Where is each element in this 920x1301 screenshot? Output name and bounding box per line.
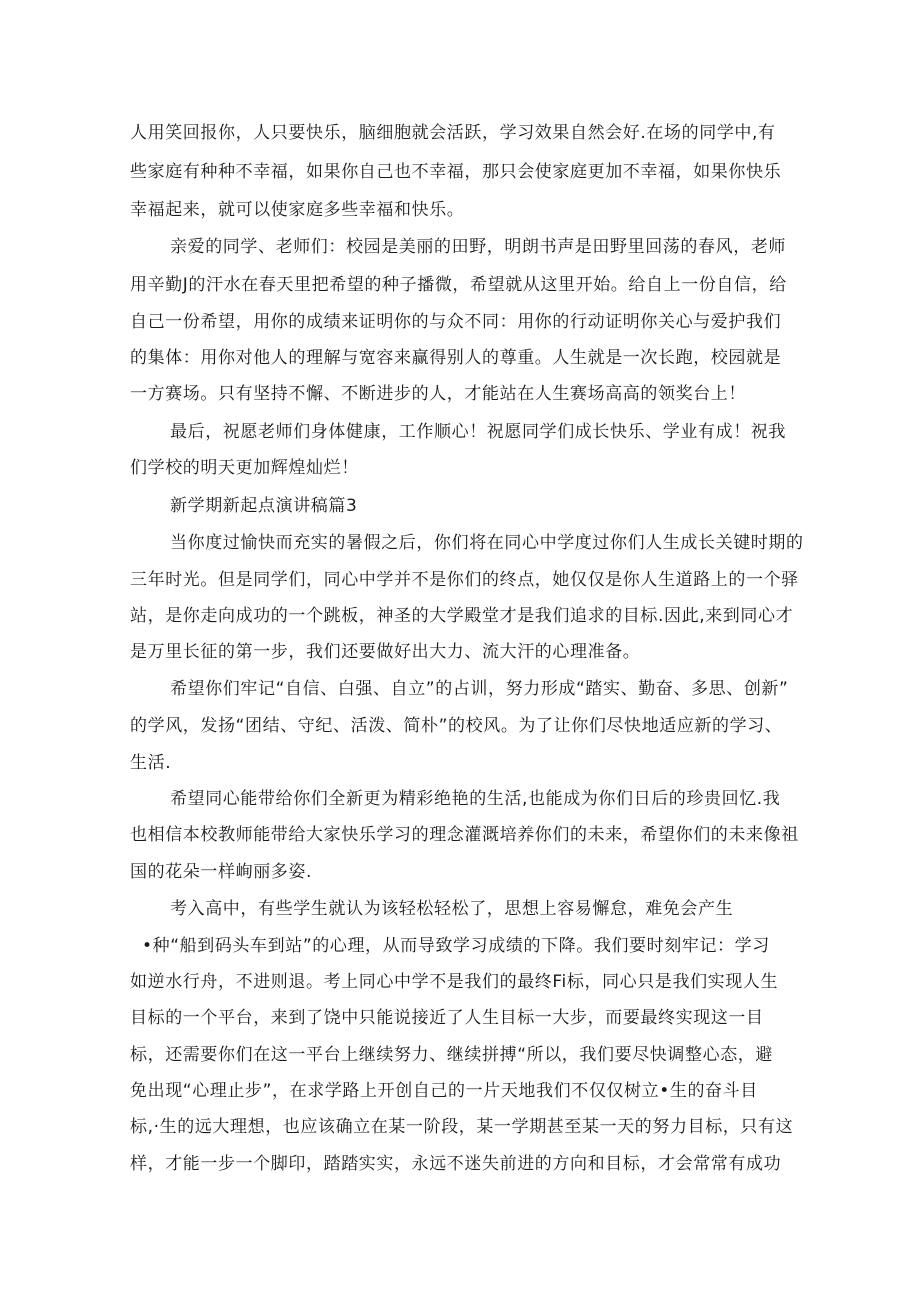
text-line: 些家庭有种种不幸福，如果你自己也不幸福，那只会使家庭更加不幸福，如果你快乐: [130, 162, 782, 182]
text-line: 是万里长征的第一步，我们还要做好出大力、流大汗的心理准备。: [130, 642, 641, 662]
section-heading: 新学期新起点演讲稿篇3: [170, 496, 358, 516]
text-line: 如逆水行舟，不进则退。考上同心中学不是我们的最终Fi标，同心只是我们实现人生: [130, 972, 779, 992]
paragraph-start: 考入高中，有些学生就认为该轻松轻松了，思想上容易懈怠，难免会产生: [170, 899, 734, 919]
paragraph-start: 希望你们牢记“自信、白强、自立”的占训，努力形成“踏实、勤奋、多思、创新”: [170, 679, 789, 699]
text-line: 免出现“心理止步”，在求学路上开创自己的一片天地我们不仅仅树立•生的奋斗目: [130, 1081, 758, 1101]
text-line: 站，是你走向成功的一个跳板，神圣的大学殿堂才是我们追求的目标.因此,来到同心才: [130, 606, 794, 626]
text-line: 标，还需要你们在这一平台上继续努力、继续拼搏“所以，我们要尽快调整心态，避: [130, 1045, 774, 1065]
text-line: 国的花朵一样峋丽多姿.: [130, 862, 313, 882]
text-line: 目标的一个平台，来到了饶中只能说接近了人生目标一大步，而要最终实现这一目: [130, 1008, 764, 1028]
text-line: 自己一份希望，用你的成绩来证明你的与众不同：用你的行动证明你关心与爱护我们: [130, 312, 782, 332]
paragraph-start: 最后，祝愿老师们身体健康，工作顺心！祝愿同学们成长快乐、学业有成！祝我: [170, 422, 786, 442]
text-line: •种“船到码头车到站”的心理，从而导致学习成绩的下降。我们要时刻牢记：学习: [142, 936, 770, 956]
text-line: 人用笑回报你，人只要快乐，脑细胞就会活跃，学习效果自然会好.在场的同学中,有: [130, 123, 776, 143]
text-line: 标,·生的远大理想，也应该确立在某一阶段，某一学期甚至某一天的努力目标，只有这: [130, 1117, 794, 1137]
text-line: 的集体：用你对他人的理解与宽容来赢得别人的尊重。人生就是一次长跑，校园就是: [130, 348, 782, 368]
text-line: 一方赛场。只有坚持不懈、不断进步的人，才能站在人生赛场高高的领奖台上！: [130, 384, 746, 404]
text-line: 幸福起来，就可以使家庭多些幸福和快乐。: [130, 200, 465, 220]
text-line: 样，才能一步一个脚印，踏踏实实，永远不迷失前进的方向和目标，才会常常有成功: [130, 1154, 782, 1174]
text-line: 三年时光。但是同学们，同心中学并不是你们的终点，她仅仅是你人生道路上的一个驿: [130, 570, 799, 590]
text-line: 的学风，发扬“团结、守纪、活泼、简朴”的校风。为了让你们尽快地适应新的学习、: [130, 716, 783, 736]
text-line: 们学校的明天更加辉煌灿烂！: [130, 458, 359, 478]
paragraph-start: 当你度过愉快而充实的暑假之后，你们将在同心中学度过你们人生成长关键时期的: [170, 533, 804, 553]
text-line: 生活.: [130, 753, 172, 773]
paragraph-start: 希望同心能带给你们全新更为精彩绝艳的生活,也能成为你们日后的珍贵回忆.我: [170, 789, 781, 809]
text-line: 也相信本校教师能带给大家快乐学习的理念灌溉培养你们的未来，希望你们的未来像祖: [130, 825, 799, 845]
paragraph-start: 亲爱的同学、老师们：校园是美丽的田野，明朗书声是田野里回荡的春风，老师: [170, 237, 786, 257]
text-line: 用辛勤J的汗水在春天里把希望的种子播微，希望就从这里开始。给自上一份自信，给: [130, 275, 787, 295]
